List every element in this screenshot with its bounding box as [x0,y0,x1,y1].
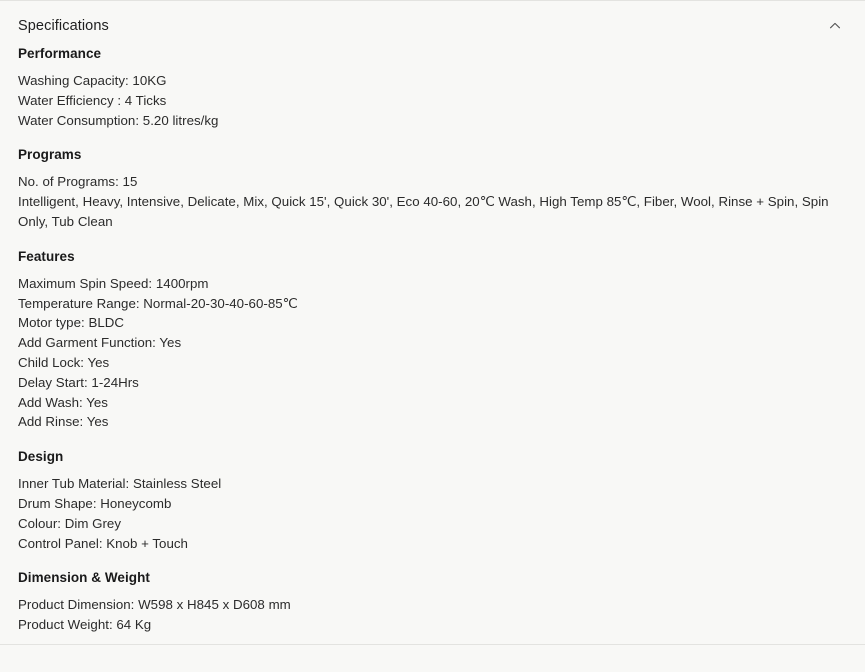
spec-line: Control Panel: Knob + Touch [18,535,188,551]
spec-line: Temperature Range: Normal-20-30-40-60-85℃ [18,295,298,311]
spec-line: Water Consumption: 5.20 litres/kg [18,112,219,128]
section-title: Features [18,248,75,264]
chevron-up-icon[interactable] [825,16,845,36]
spec-line: Drum Shape: Honeycomb [18,495,172,511]
specifications-content [0,46,865,672]
section-title: Design [18,449,64,465]
spec-line: Add Garment Function: Yes [18,335,182,351]
spec-line: Inner Tub Material: Stainless Steel [18,476,222,492]
panel-top-divider [0,0,865,1]
spec-line: Washing Capacity: 10KG [18,73,167,88]
spec-section-design [18,449,847,553]
section-title: Dimension & Weight [18,570,150,586]
spec-line: Maximum Spin Speed: 1400rpm [18,275,209,291]
spec-line: Product Dimension: W598 x H845 x D608 mm [18,597,291,613]
spec-line: No. of Programs: 15 [18,174,138,190]
spec-line: Product Weight: 64 Kg [18,617,152,633]
spec-line: Colour: Dim Grey [18,515,122,531]
page-title: Specifications [18,18,109,34]
spec-section-programs [18,147,847,231]
spec-line: Water Efficiency : 4 Ticks [18,92,167,108]
spec-line: Intelligent, Heavy, Intensive, Delicate, Mix, Quick 15', Quick 30', Eco 40-60, 20℃ Wash, High Temp 85℃, Fiber, Wool, Rinse + Spin, Spin Only, Tub Clean [18,194,829,229]
spec-section-performance [18,46,847,130]
spec-line: Motor type: BLDC [18,315,124,331]
spec-section-dimension-weight [18,570,847,635]
section-title: Programs [18,147,82,163]
spec-section-features [18,249,847,432]
section-title: Performance [18,46,102,61]
specifications-header[interactable] [0,0,865,46]
spec-line: Add Rinse: Yes [18,414,109,430]
spec-line: Delay Start: 1-24Hrs [18,374,139,390]
spec-line: Child Lock: Yes [18,354,110,370]
spec-line: Add Wash: Yes [18,394,108,410]
